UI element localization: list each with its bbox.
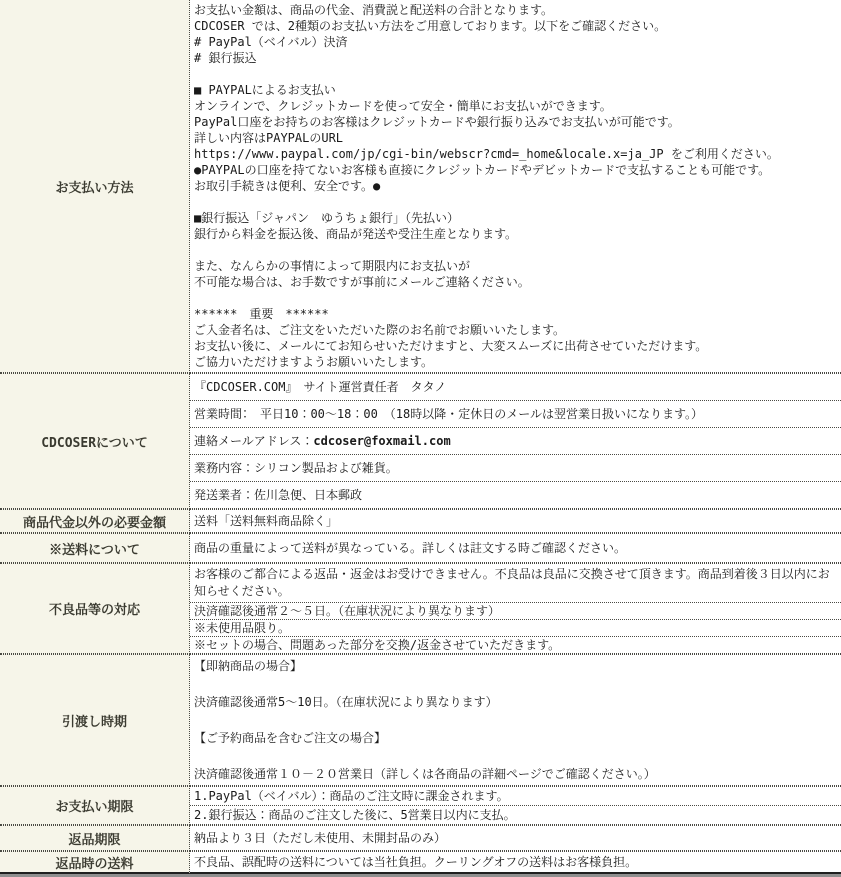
text-line: ■銀行振込「ジャパン ゆうちょ銀行」（先払い） bbox=[194, 211, 459, 225]
text-line: 【即納商品の場合】 bbox=[194, 659, 303, 673]
row-content-extra-charges bbox=[190, 509, 841, 533]
text-line: ご入金者名は、ご注文をいただいた際のお名前でお願いいたします。 bbox=[194, 323, 566, 337]
text-block bbox=[190, 0, 841, 372]
row-content-payment-method bbox=[190, 0, 841, 373]
text-line: オンラインで、クレジットカードを使って安全・簡単にお支払いができます。 bbox=[194, 99, 612, 113]
row-label-return-shipping: 返品時の送料 bbox=[0, 851, 190, 874]
text-line: ご協力いただけますようお願いいたします。 bbox=[194, 355, 434, 369]
row-label-defective-items: 不良品等の対応 bbox=[0, 563, 190, 654]
text-line bbox=[190, 66, 841, 82]
sub-row: 送料「送料無料商品除く」 bbox=[194, 514, 339, 528]
text-line: 詳しい内容はPAYPALのURL bbox=[194, 131, 344, 145]
sub-row: 業務内容：シリコン製品および雑貨。 bbox=[190, 455, 841, 482]
row-content-defective-items bbox=[190, 563, 841, 654]
sub-row: ※セットの場合、問題あった部分を交換/返金させていただきます。 bbox=[194, 638, 561, 652]
text-line bbox=[190, 711, 841, 729]
row-about-cdcoser bbox=[0, 373, 841, 509]
text-line: また、なんらかの事情によって期限内にお支払いが bbox=[194, 259, 471, 273]
text-line: PayPal口座をお持ちのお客様はクレジットカードや銀行振り込みでお支払いが可能です。 bbox=[194, 115, 680, 129]
sub-row: 不良品、誤配時の送料については当社負担。クーリングオフの送料はお客様負担。 bbox=[194, 855, 638, 869]
sub-row: お客様のご都合による返品・返金はお受けできません。不良品は良品に交換させて頂きます。商品到着後３日以内にお知らせください。 bbox=[190, 564, 841, 603]
row-payment-deadline bbox=[0, 786, 841, 825]
text-line: 【ご予約商品を含むご注文の場合】 bbox=[194, 731, 387, 745]
row-content-delivery-time bbox=[190, 654, 841, 786]
text-line: 不可能な場合は、お手数ですが事前にメールご連絡ください。 bbox=[194, 275, 530, 289]
sub-row: 納品より３日（ただし未使用、未開封品のみ） bbox=[194, 831, 447, 845]
row-label-return-deadline: 返品期限 bbox=[0, 825, 190, 851]
text-line: お支払い後に、メールにてお知らせいただけますと、大変スムーズに出荷させていただけます。 bbox=[194, 339, 708, 353]
text-line bbox=[190, 290, 841, 306]
row-label-shipping-note: ※送料について bbox=[0, 533, 190, 563]
sub-row bbox=[190, 428, 841, 455]
text-line bbox=[190, 194, 841, 210]
row-extra-charges bbox=[0, 509, 841, 533]
row-content-payment-deadline bbox=[190, 786, 841, 825]
text-block bbox=[190, 655, 841, 785]
row-defective-items bbox=[0, 563, 841, 654]
row-content-about-cdcoser bbox=[190, 373, 841, 509]
sub-row: 発送業者：佐川急便、日本郵政 bbox=[194, 488, 363, 502]
text-line: ●PAYPALの口座を持てないお客様も直接にクレジットカードやデビットカードで支払することも可能です。 bbox=[194, 163, 771, 177]
text-line bbox=[190, 675, 841, 693]
text-line: https://www.paypal.com/jp/cgi-bin/webscr?cmd=_home&locale.x=ja_JP をご利用ください。 bbox=[194, 147, 779, 161]
row-payment-method bbox=[0, 0, 841, 373]
text-line: # PayPal（ベイバル）決済 bbox=[194, 35, 348, 49]
sub-row: 決済確認後通常２～５日。（在庫状況により異なります） bbox=[190, 603, 841, 620]
sub-row: 『CDCOSER.COM』 サイト運営責任者 タタノ bbox=[190, 374, 841, 401]
row-delivery-time bbox=[0, 654, 841, 786]
sub-row: 2.銀行振込：商品のご注文した後に、5営業日以内に支払。 bbox=[194, 808, 516, 822]
text-line bbox=[190, 747, 841, 765]
row-label-payment-deadline: お支払い期限 bbox=[0, 786, 190, 825]
text-line bbox=[190, 242, 841, 258]
row-content-return-shipping bbox=[190, 851, 841, 874]
row-shipping-note bbox=[0, 533, 841, 563]
sub-row: ※未使用品限り。 bbox=[190, 620, 841, 637]
text-line: # 銀行振込 bbox=[194, 51, 257, 65]
row-return-deadline bbox=[0, 825, 841, 851]
text-line: お支払い金額は、商品の代金、消費説と配送料の合計となります。 bbox=[194, 3, 554, 17]
text-line: ■ PAYPALによるお支払い bbox=[194, 83, 336, 97]
text-line: 決済確認後通常１０－２０営業日（詳しくは各商品の詳細ページでご確認ください。） bbox=[194, 767, 656, 781]
contact-email: cdcoser@foxmail.com bbox=[313, 434, 451, 448]
row-label-payment-method: お支払い方法 bbox=[0, 0, 190, 373]
text-line: CDCOSER では、2種類のお支払い方法をご用意しております。以下をご確認ください。 bbox=[194, 19, 667, 33]
sub-row: 1.PayPal（ベイバル）：商品のご注文時に課金されます。 bbox=[190, 787, 841, 806]
row-label-about-cdcoser: CDCOSERについて bbox=[0, 373, 190, 509]
sub-row: 営業時間： 平日10：00～18：00 （18時以降・定休日のメールは翌営業日扱いになります。） bbox=[190, 401, 841, 428]
row-label-extra-charges: 商品代金以外の必要金額 bbox=[0, 509, 190, 533]
row-content-shipping-note bbox=[190, 533, 841, 563]
sub-row: 商品の重量によって送料が異なっている。詳しくは註文する時ご確認ください。 bbox=[194, 541, 627, 555]
sub-row-text: 連絡メールアドレス： bbox=[194, 434, 314, 448]
text-line: 銀行から料金を振込後、商品が発送や受注生産となります。 bbox=[194, 227, 518, 241]
text-line: 決済確認後通常5～10日。（在庫状況により異なります） bbox=[194, 695, 498, 709]
row-content-return-deadline bbox=[190, 825, 841, 851]
row-label-delivery-time: 引渡し時期 bbox=[0, 654, 190, 786]
row-return-shipping bbox=[0, 851, 841, 874]
text-line: ****** 重要 ****** bbox=[194, 307, 329, 321]
text-line: お取引手続きは便利、安全です。● bbox=[194, 179, 381, 193]
